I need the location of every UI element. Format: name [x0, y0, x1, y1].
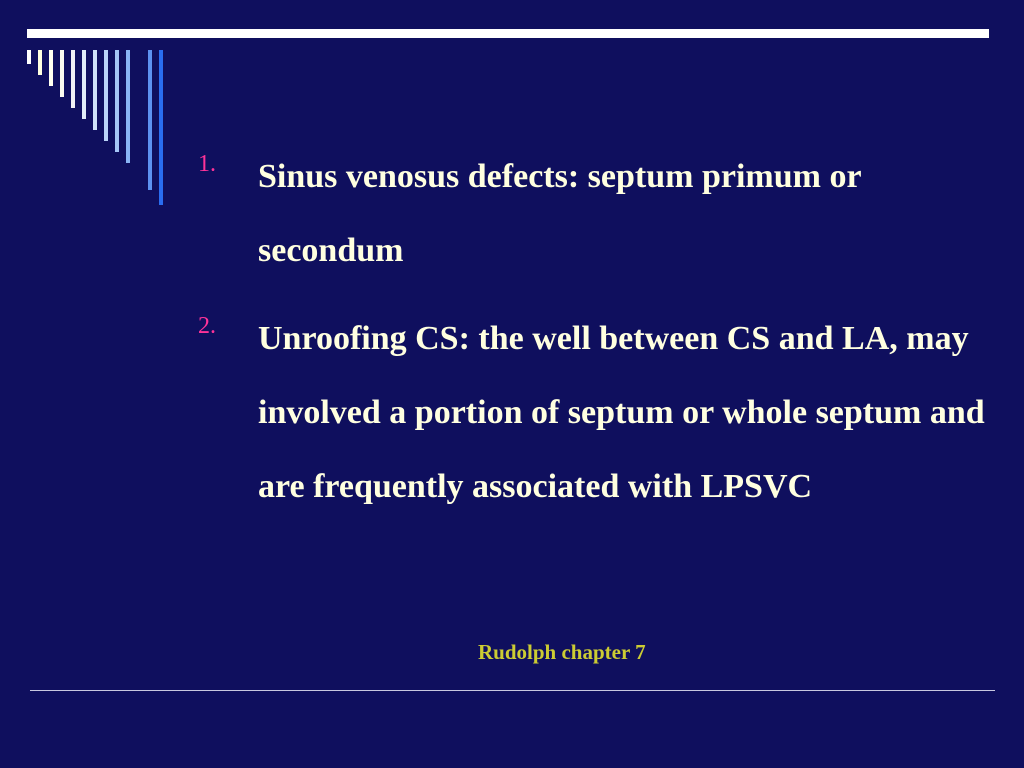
list-item-number: 2. — [198, 313, 216, 339]
decorative-bar — [71, 50, 75, 108]
list-item-text: Unroofing CS: the well between CS and LA, may involved a portion of septum or whole septum and are frequently associated with LPSVC — [258, 320, 985, 505]
decorative-bar — [159, 50, 163, 205]
decorative-bar — [104, 50, 108, 141]
decorative-bar — [82, 50, 86, 119]
decorative-bar — [60, 50, 64, 97]
list-item — [195, 140, 985, 288]
decorative-bar — [115, 50, 119, 152]
list-item-number: 1. — [198, 151, 216, 177]
list-item-text: Sinus venosus defects: septum primum or secondum — [258, 158, 861, 269]
decorative-bar — [93, 50, 97, 130]
decorative-bars — [0, 0, 180, 220]
list-item — [195, 302, 985, 524]
decorative-bar — [148, 50, 152, 190]
citation-footer: Rudolph chapter 7 — [478, 640, 646, 664]
bottom-rule — [30, 690, 995, 691]
decorative-bar — [38, 50, 42, 75]
slide-content — [195, 140, 985, 538]
decorative-bar — [49, 50, 53, 86]
decorative-bar — [27, 50, 31, 64]
decorative-bar — [126, 50, 130, 163]
